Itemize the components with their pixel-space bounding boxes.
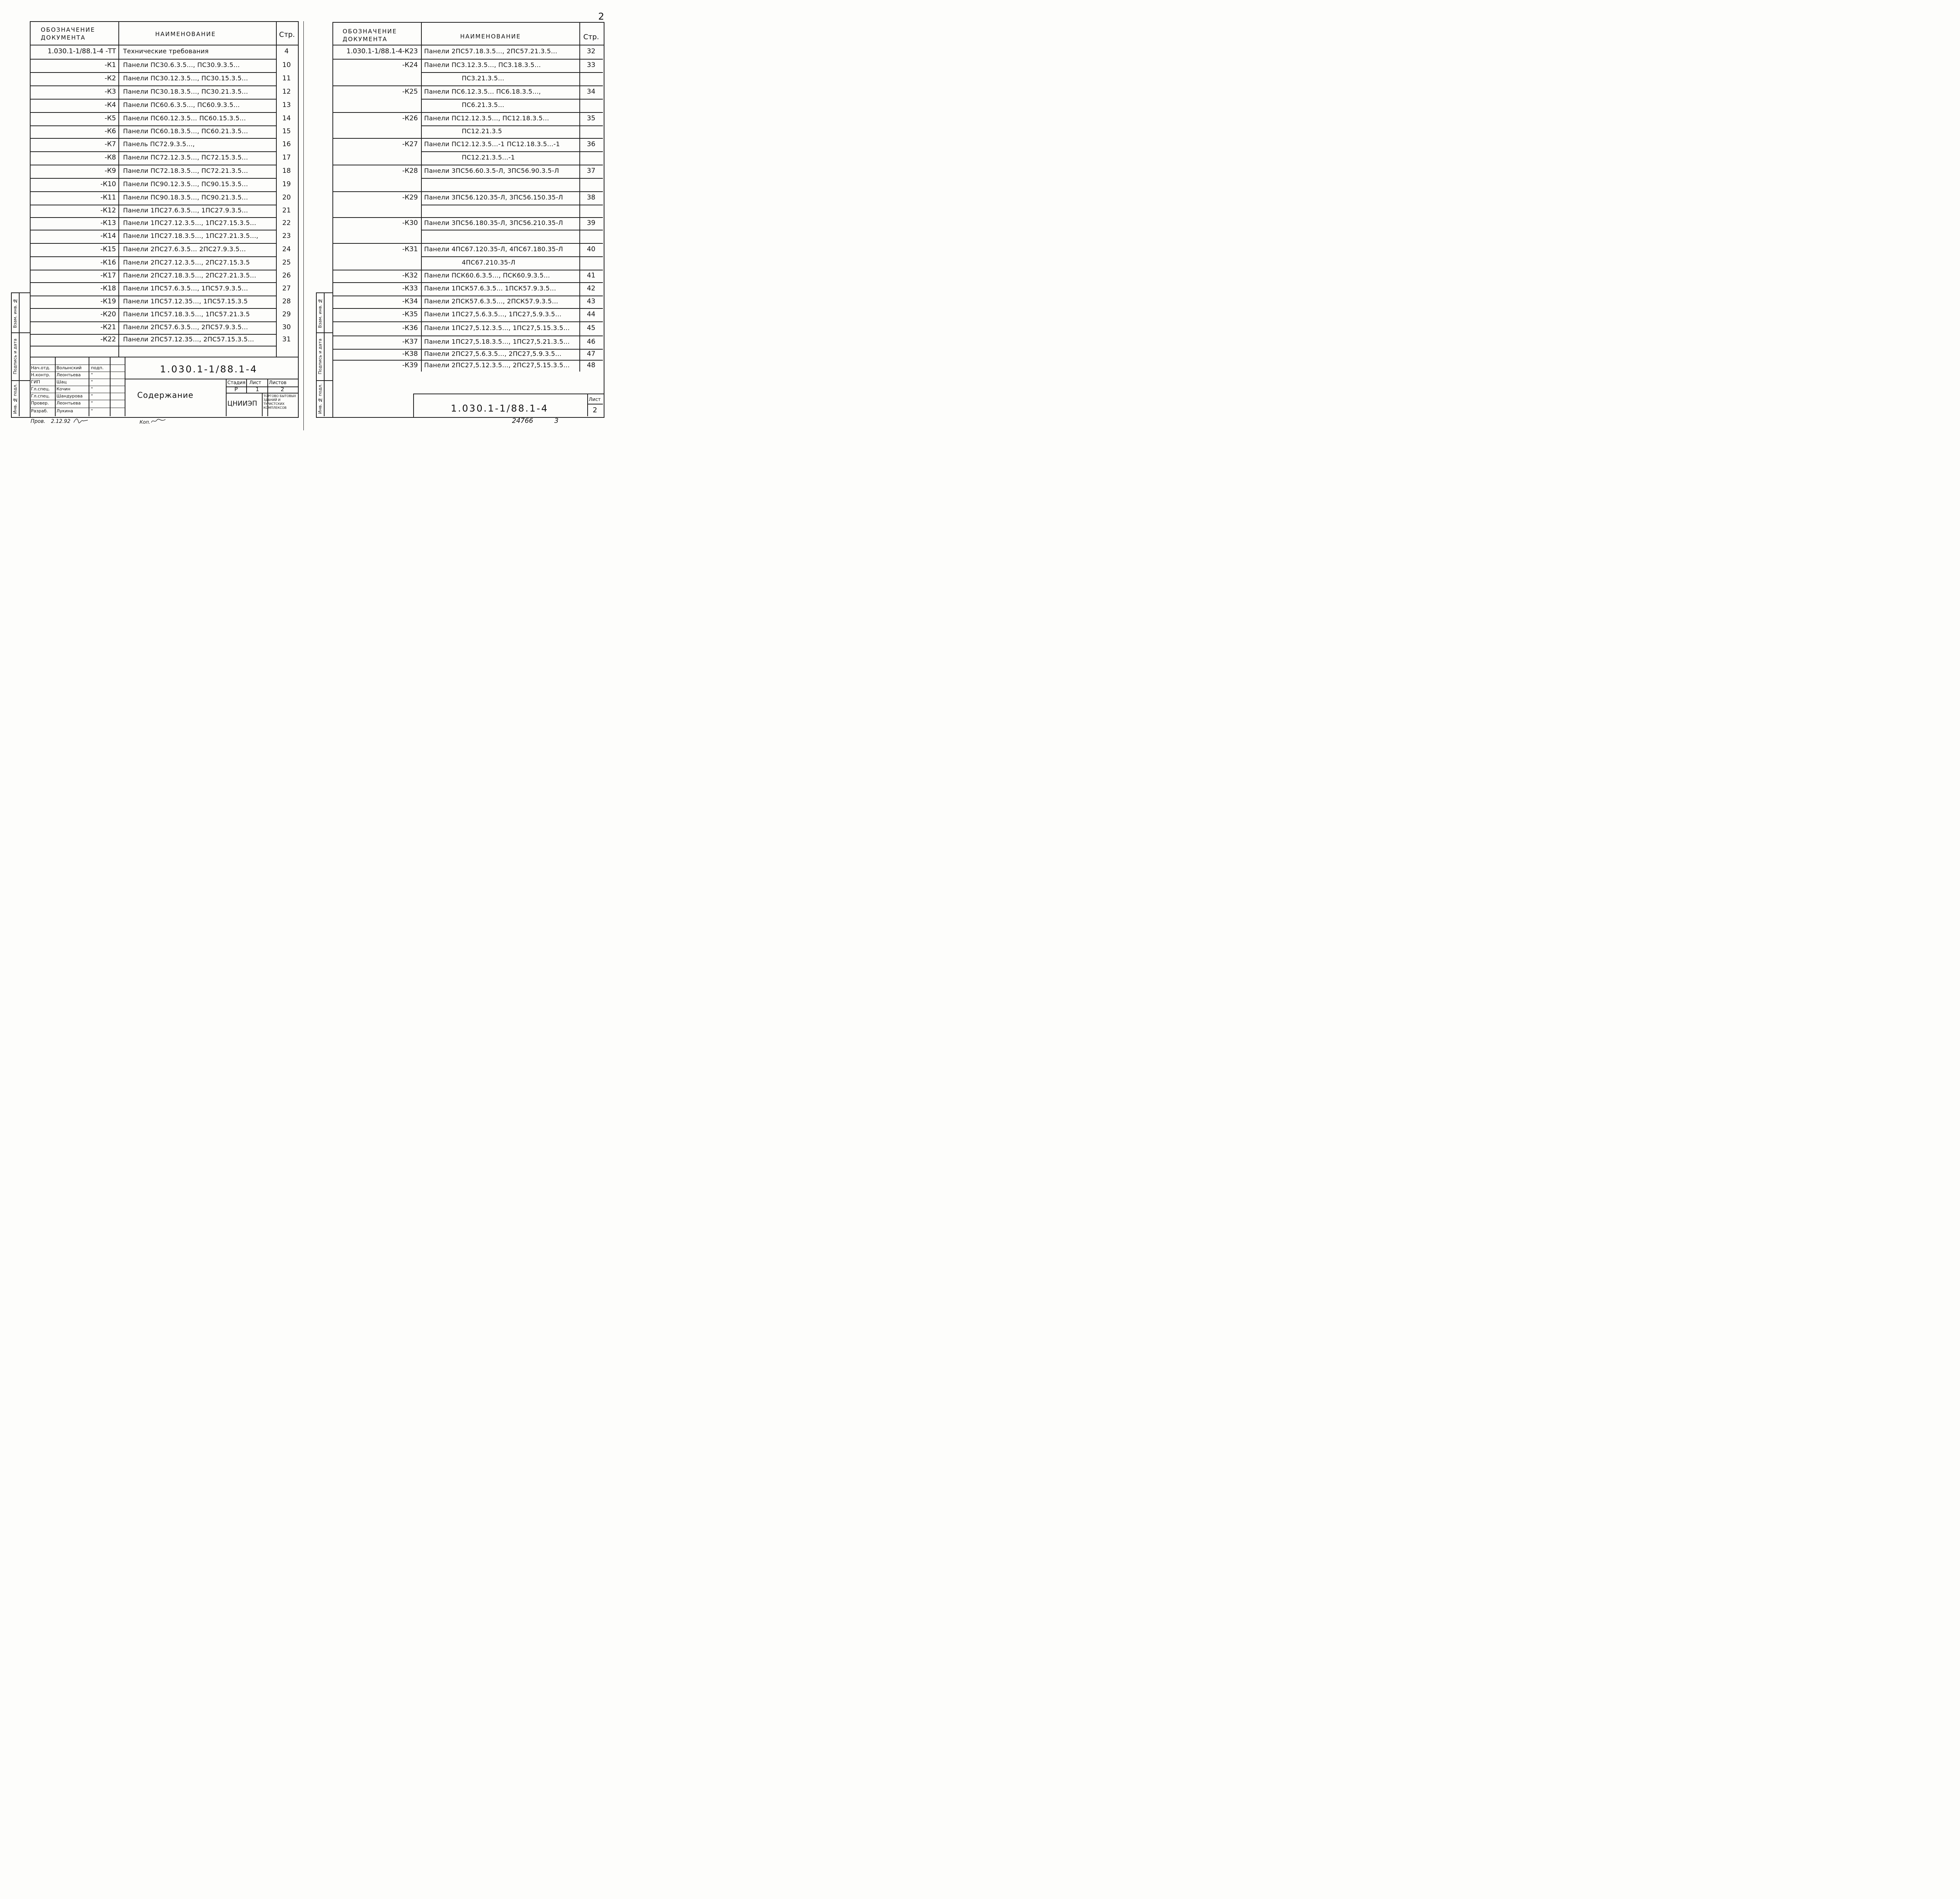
row-divider — [421, 99, 603, 100]
row-divider — [30, 178, 277, 179]
doc-title: Панели 2ПС27,5.12.3.5..., 2ПС27,5.15.3.5... — [424, 361, 570, 369]
doc-title: Панели ПС60.18.3.5..., ПС60.21.3.5... — [123, 127, 248, 135]
doc-title: Панели 1ПС27.18.3.5..., 1ПС27.21.3.5..., — [123, 232, 259, 239]
right-header-designation: ОБОЗНАЧЕНИЕ ДОКУМЕНТА — [343, 28, 397, 43]
right-tb-sep — [587, 394, 588, 416]
row-divider — [30, 334, 277, 335]
row-divider — [30, 85, 277, 86]
row-divider — [332, 112, 603, 113]
doc-code: -К10 — [100, 180, 116, 188]
page-number: 12 — [282, 88, 291, 96]
footer-inv-number: 24766 — [512, 417, 534, 425]
doc-title: Панели 3ПС56.120.35-Л, 3ПС56.150.35-Л — [424, 194, 563, 201]
doc-title: Технические требования — [123, 47, 209, 55]
page-number: 29 — [282, 310, 291, 318]
tb-doc-code: 1.030.1-1/88.1-4 — [160, 364, 258, 375]
doc-code: 1.030.1-1/88.1-4 -ТТ — [47, 47, 116, 55]
page-number: 19 — [282, 180, 291, 188]
tb-person-sign: " — [91, 394, 93, 399]
right-tb-sheet-label: Лист — [589, 397, 601, 402]
doc-title: Панели 1ПС57.6.3.5..., 1ПС57.9.3.5... — [123, 285, 248, 292]
tb-person-sign: " — [91, 372, 93, 377]
tb-person-sign: " — [91, 408, 93, 414]
row-divider — [30, 321, 277, 322]
page-number: 28 — [282, 297, 291, 305]
doc-title: Панели ПС72.18.3.5..., ПС72.21.3.5... — [123, 167, 248, 174]
doc-title: ПС12.21.3.5 — [462, 127, 502, 135]
row-divider — [332, 138, 603, 139]
doc-code: -К12 — [100, 207, 116, 214]
row-divider — [30, 59, 277, 60]
doc-title: Панели 1ПС27,5.12.3.5..., 1ПС27,5.15.3.5... — [424, 324, 570, 332]
row-divider — [332, 349, 603, 350]
footer-format-number: 3 — [554, 417, 559, 425]
row-divider — [421, 72, 603, 73]
doc-code: -К15 — [100, 245, 116, 253]
right-tb-doc-code: 1.030.1-1/88.1-4 — [451, 403, 548, 414]
page-number: 31 — [282, 336, 291, 343]
right-col-sep-1 — [421, 22, 422, 372]
left-side-split-2 — [11, 380, 30, 381]
doc-title: Панели 2ПС57.18.3.5..., 2ПС57.21.3.5... — [424, 47, 557, 55]
page-number: 34 — [587, 88, 595, 96]
doc-title: Панели ПСК60.6.3.5..., ПСК60.9.3.5... — [424, 272, 550, 279]
doc-code: -К5 — [104, 114, 116, 122]
page-number: 4 — [284, 47, 289, 55]
doc-code: -К38 — [402, 350, 418, 358]
row-divider — [332, 360, 603, 361]
tb-person-name: Кочин — [56, 386, 71, 392]
tb-person-role: Провер. — [31, 401, 49, 406]
doc-code: -К34 — [402, 297, 418, 305]
doc-title: Панели ПС60.12.3.5... ПС60.15.3.5... — [123, 114, 246, 122]
tb-org: ЦНИИЭП — [227, 400, 258, 408]
right-header-page: Стр. — [583, 33, 599, 41]
row-divider — [30, 308, 277, 309]
doc-code: -К27 — [402, 140, 418, 148]
doc-title: Панели 2ПС57.6.3.5..., 2ПС57.9.3.5... — [123, 323, 248, 331]
page-number: 44 — [587, 310, 595, 318]
tb-stage-label: Стадия — [227, 380, 246, 385]
row-divider — [332, 59, 603, 60]
doc-title: Панели 4ПС67.120.35-Л, 4ПС67.180.35-Л — [424, 245, 563, 253]
doc-title: ПС6.21.3.5... — [462, 101, 505, 109]
left-col-sep-2 — [276, 21, 277, 357]
page-number: 27 — [282, 285, 291, 292]
row-divider — [332, 308, 603, 309]
signature-scribble-1 — [73, 417, 89, 424]
doc-title: Панели 2ПС57.12.35..., 2ПС57.15.3.5... — [123, 336, 254, 343]
row-divider — [421, 151, 603, 152]
page-number: 38 — [587, 194, 595, 201]
left-side-podpis: Подпись и дата — [13, 338, 18, 374]
tb-sep-org — [262, 393, 263, 416]
tb-org-desc: ТОРГОВО БЫТОВЫХ ЗДАНИЙ И ТУРИСТСКИХ КОМПЛЕКСОВ — [263, 394, 296, 410]
doc-title: Панели 1ПС57.12.35..., 1ПС57.15.3.5 — [123, 297, 248, 305]
page-number: 46 — [587, 338, 595, 346]
doc-code: -К19 — [100, 297, 116, 305]
doc-code: -К36 — [402, 324, 418, 332]
page-number: 30 — [282, 323, 291, 331]
doc-code: -К21 — [100, 323, 116, 331]
page-number: 23 — [282, 232, 291, 240]
doc-code: -К2 — [104, 74, 116, 82]
doc-code: -К3 — [104, 88, 116, 96]
doc-code: -К33 — [402, 285, 418, 292]
doc-title: Панели ПС6.12.3.5... ПС6.18.3.5..., — [424, 88, 541, 95]
left-fold-line — [303, 21, 304, 430]
doc-title: ПС3.21.3.5... — [462, 74, 505, 82]
tb-person-role: Н.контр. — [31, 372, 51, 377]
page-number: 43 — [587, 297, 595, 305]
row-divider — [30, 72, 277, 73]
left-side-split-1 — [11, 332, 30, 333]
tb-person-sign: " — [91, 386, 93, 392]
doc-title: Панели 2ПС27.12.3.5..., 2ПС27.15.3.5 — [123, 259, 250, 266]
tb-sheet-value: 1 — [256, 386, 259, 393]
page-number: 10 — [282, 61, 291, 69]
row-divider — [30, 256, 277, 257]
left-side-inv: Инв. № подл. — [13, 383, 18, 414]
left-header-name: НАИМЕНОВАНИЕ — [155, 31, 216, 38]
page-number: 13 — [282, 101, 291, 109]
tb-sheet-label: Лист — [249, 380, 261, 385]
doc-title: Панели ПС30.6.3.5..., ПС30.9.3.5... — [123, 61, 240, 69]
doc-code: -К4 — [104, 101, 116, 109]
tb-sep-right — [226, 379, 227, 416]
row-divider — [332, 321, 603, 322]
page-number: 20 — [282, 194, 291, 201]
footer-checked-label: Пров. — [31, 419, 45, 424]
right-header-name: НАИМЕНОВАНИЕ — [460, 33, 521, 40]
page-number: 47 — [587, 350, 595, 358]
page-number: 39 — [587, 219, 595, 227]
doc-title: Панели 1ПС27,5.18.3.5..., 1ПС27,5.21.3.5... — [424, 338, 570, 345]
doc-code: -К24 — [402, 61, 418, 69]
doc-code: -К20 — [100, 310, 116, 318]
row-divider — [30, 112, 277, 113]
page-number: 48 — [587, 361, 595, 369]
doc-code: -К8 — [104, 154, 116, 161]
doc-title: Панели 1ПС27.12.3.5..., 1ПС27.15.3.5... — [123, 219, 256, 227]
doc-title: Панели 1ПСК57.6.3.5... 1ПСК57.9.3.5... — [424, 285, 556, 292]
tb-sheets-label: Листов — [269, 380, 287, 385]
doc-title: Панели 2ПСК57.6.3.5..., 2ПСК57.9.3.5... — [424, 297, 559, 305]
doc-code: -К28 — [402, 167, 418, 175]
page-number: 24 — [282, 245, 291, 253]
left-header-designation: ОБОЗНАЧЕНИЕ ДОКУМЕНТА — [41, 26, 95, 41]
page-number: 32 — [587, 47, 595, 55]
page-number: 22 — [282, 219, 291, 227]
doc-title: Панели ПС90.12.3.5..., ПС90.15.3.5... — [123, 180, 248, 188]
doc-code: -К1 — [104, 61, 116, 69]
right-side-vzam: Взам. инв. № — [318, 298, 323, 328]
doc-title: Панели 1ПС57.18.3.5..., 1ПС57.21.3.5 — [123, 310, 250, 318]
doc-title: 4ПС67.210.35-Л — [462, 259, 515, 266]
page-number: 42 — [587, 285, 595, 292]
doc-code: -К32 — [402, 272, 418, 279]
doc-code: 1.030.1-1/88.1-4-К23 — [346, 47, 418, 55]
tb-person-sign: подп. — [91, 365, 104, 370]
row-divider — [332, 243, 603, 244]
doc-code: -К17 — [100, 272, 116, 279]
page-number: 33 — [587, 61, 595, 69]
corner-page-number: 2 — [598, 11, 604, 22]
right-side-podpis: Подпись и дата — [318, 338, 323, 374]
page-number: 18 — [282, 167, 291, 175]
right-tb-sheet-value: 2 — [593, 406, 597, 414]
doc-code: -К11 — [100, 194, 116, 201]
page-number: 16 — [282, 140, 291, 148]
left-header-page: Стр. — [279, 31, 295, 39]
left-side-vzam: Взам. инв. № — [13, 298, 18, 328]
row-divider — [30, 151, 277, 152]
row-divider — [332, 217, 603, 218]
page-number: 26 — [282, 272, 291, 279]
tb-person-role: Нач.отд. — [31, 365, 51, 370]
tb-person-role: ГИП — [31, 379, 40, 385]
tb-person-name: Леонтьева — [56, 401, 81, 406]
page-number: 35 — [587, 114, 595, 122]
tb-person-name: Волынский — [56, 365, 82, 370]
doc-code: -К22 — [100, 336, 116, 343]
page-number: 21 — [282, 207, 291, 214]
doc-code: -К37 — [402, 338, 418, 346]
doc-title: ПС12.21.3.5...-1 — [462, 154, 515, 161]
doc-code: -К7 — [104, 140, 116, 148]
right-side-inv: Инв. № подл. — [318, 383, 323, 414]
doc-code: -К30 — [402, 219, 418, 227]
tb-person-sign: " — [91, 379, 93, 385]
row-divider — [30, 217, 277, 218]
doc-code: -К31 — [402, 245, 418, 253]
left-side-split-v — [19, 292, 20, 416]
doc-title: Панели 1ПС27.6.3.5..., 1ПС27.9.3.5... — [123, 207, 248, 214]
tb-person-name: Лукина — [56, 408, 73, 414]
page-number: 14 — [282, 114, 291, 122]
signature-scribble-2 — [151, 418, 166, 424]
doc-code: -К29 — [402, 194, 418, 201]
tb-sheets-value: 2 — [281, 386, 284, 393]
right-side-split-v — [324, 292, 325, 416]
doc-title: Панели ПС12.12.3.5..., ПС12.18.3.5... — [424, 114, 549, 122]
tb-person-name: Шац — [56, 379, 67, 385]
page-number: 36 — [587, 140, 595, 148]
row-divider — [332, 282, 603, 283]
footer-copied-label: Коп. — [140, 419, 151, 425]
doc-title: Панели ПС90.18.3.5..., ПС90.21.3.5... — [123, 194, 248, 201]
doc-code: -К25 — [402, 88, 418, 96]
row-divider — [332, 191, 603, 192]
doc-code: -К39 — [402, 361, 418, 369]
row-divider — [30, 138, 277, 139]
doc-title: Панели 2ПС27,5.6.3.5..., 2ПС27,5.9.3.5... — [424, 350, 562, 357]
doc-code: -К35 — [402, 310, 418, 318]
doc-code: -К18 — [100, 285, 116, 292]
doc-code: -К26 — [402, 114, 418, 122]
page-number: 40 — [587, 245, 595, 253]
doc-title: Панели 1ПС27,5.6.3.5..., 1ПС27,5.9.3.5... — [424, 310, 562, 318]
doc-title: Панель ПС72.9.3.5..., — [123, 140, 195, 148]
row-divider — [421, 256, 603, 257]
doc-title: Панели ПС30.12.3.5..., ПС30.15.3.5... — [123, 74, 248, 82]
tb-person-role: Гл.спец. — [31, 386, 50, 392]
page-number: 17 — [282, 154, 291, 161]
doc-title: Панели 3ПС56.60.3.5-Л, 3ПС56.90.3.5-Л — [424, 167, 559, 174]
page-number: 15 — [282, 127, 291, 135]
doc-title: Панели ПС3.12.3.5..., ПС3.18.3.5... — [424, 61, 541, 69]
page-number: 45 — [587, 324, 595, 332]
row-divider — [30, 243, 277, 244]
row-divider — [30, 191, 277, 192]
tb-person-role: Разраб. — [31, 408, 48, 414]
tb-stage-value: Р — [234, 386, 238, 393]
doc-title: Панели 2ПС27.18.3.5..., 2ПС27.21.3.5... — [123, 272, 256, 279]
page-number: 41 — [587, 272, 595, 279]
doc-code: -К9 — [104, 167, 116, 175]
tb-person-name: Леонтьева — [56, 372, 81, 377]
doc-title: Панели ПС30.18.3.5..., ПС30.21.3.5... — [123, 88, 248, 95]
doc-code: -К16 — [100, 259, 116, 267]
row-divider — [30, 125, 277, 126]
doc-code: -К14 — [100, 232, 116, 240]
tb-title: Содержание — [137, 390, 194, 400]
page-number: 11 — [282, 74, 291, 82]
doc-code: -К13 — [100, 219, 116, 227]
tb-sep-stage — [246, 379, 247, 393]
doc-title: Панели ПС72.12.3.5..., ПС72.15.3.5... — [123, 154, 248, 161]
doc-title: Панели ПС12.12.3.5...-1 ПС12.18.3.5...-1 — [424, 140, 560, 148]
tb-person-role: Гл.спец. — [31, 394, 50, 399]
tb-person-sign: " — [91, 401, 93, 406]
doc-code: -К6 — [104, 127, 116, 135]
row-divider — [30, 99, 277, 100]
tb-person-name: Шандурова — [56, 394, 83, 399]
page-number: 37 — [587, 167, 595, 175]
footer-checked-date: 2.12.92 — [51, 419, 71, 424]
row-divider — [30, 282, 277, 283]
doc-title: Панели 3ПС56.180.35-Л, 3ПС56.210.35-Л — [424, 219, 563, 227]
page-number: 25 — [282, 259, 291, 267]
row-divider — [421, 178, 603, 179]
left-col-sep-1 — [118, 21, 119, 357]
doc-title: Панели 2ПС27.6.3.5... 2ПС27.9.3.5... — [123, 245, 246, 253]
row-divider — [421, 125, 603, 126]
row-divider — [332, 85, 603, 86]
doc-title: Панели ПС60.6.3.5..., ПС60.9.3.5... — [123, 101, 240, 109]
